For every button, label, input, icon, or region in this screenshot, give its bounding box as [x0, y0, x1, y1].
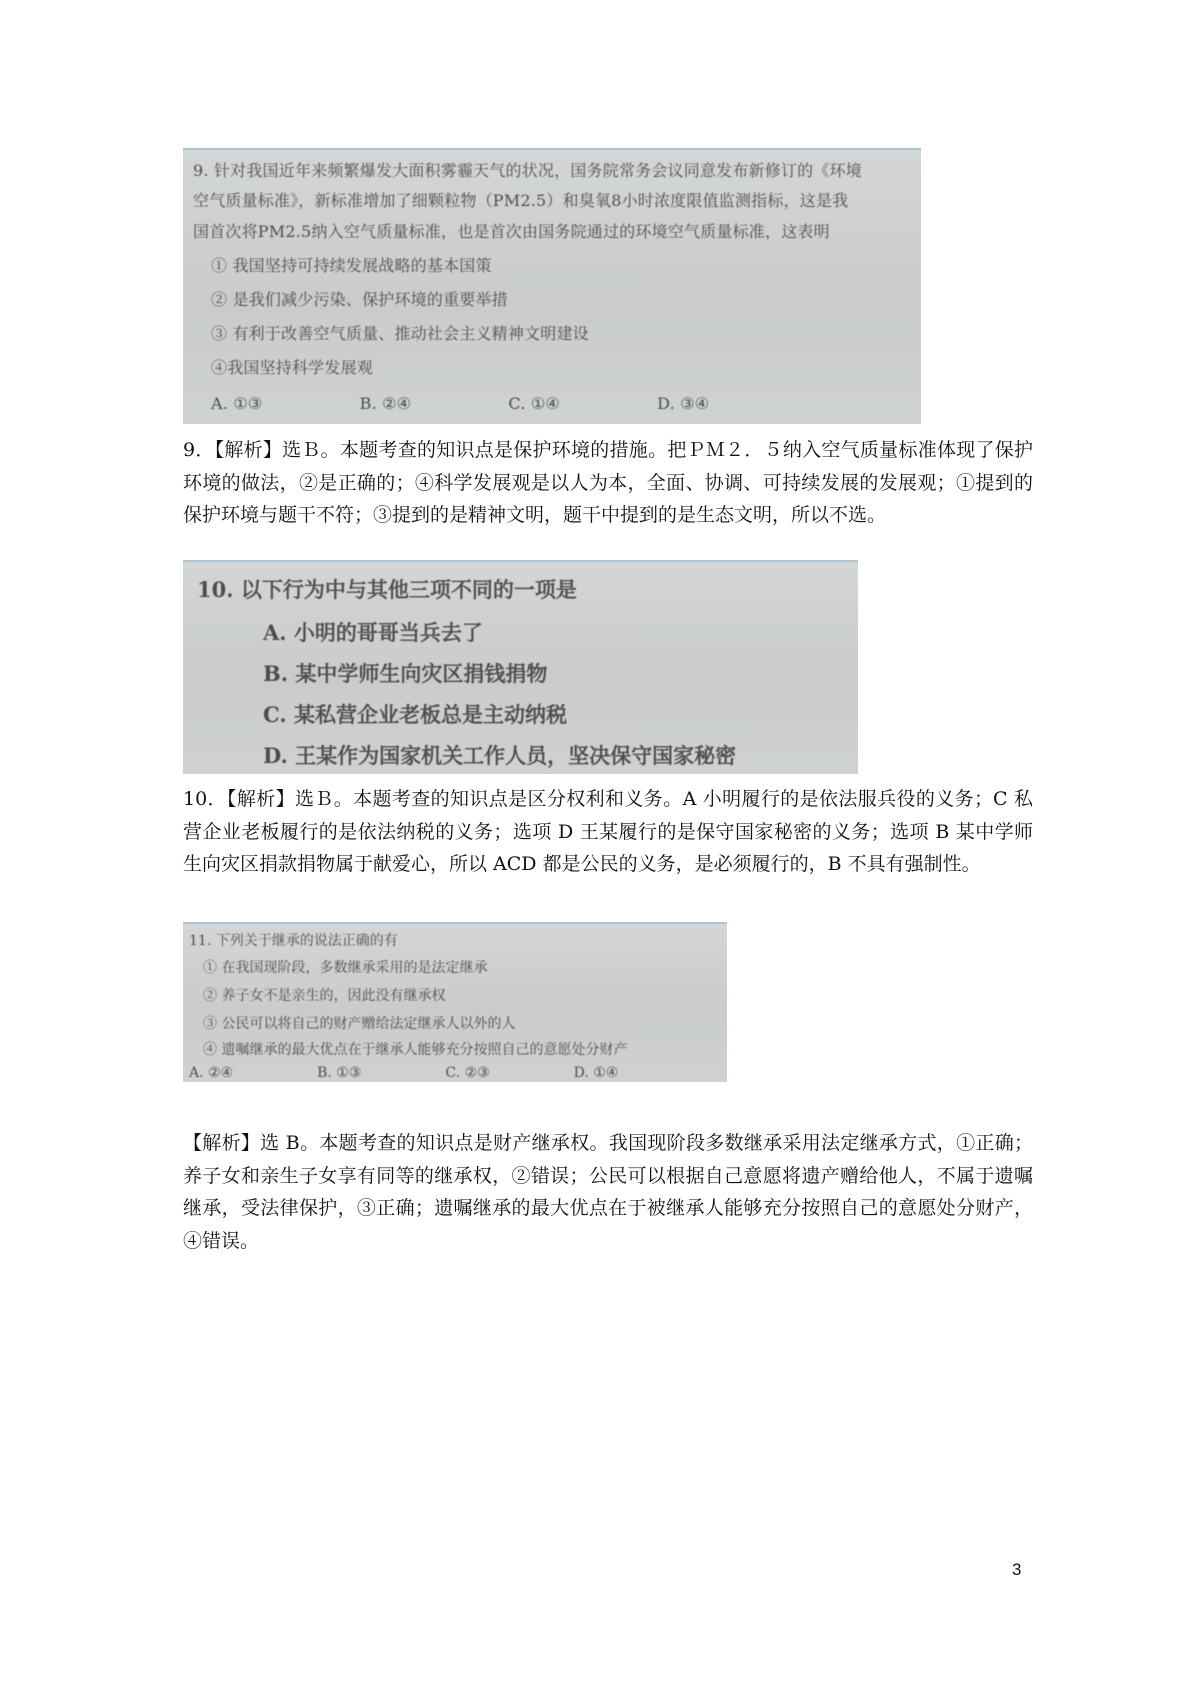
question-9-photo	[183, 148, 921, 424]
photo-line: A. 小明的哥哥当兵去了	[263, 620, 483, 645]
photo-line: ② 是我们减少污染、保护环境的重要举措	[211, 290, 508, 309]
photo-line: C. 某私营企业老板总是主动纳税	[263, 702, 567, 727]
photo-line: A. ①③ B. ②④ C. ①④ D. ③④	[211, 394, 710, 413]
page-number: 3	[1012, 1560, 1022, 1579]
photo-line: B. 某中学师生向灾区捐钱捐物	[263, 661, 548, 686]
photo-line: A. ②④ B. ①③ C. ②③ D. ①④	[189, 1065, 619, 1081]
question-11-photo	[183, 922, 727, 1082]
photo-line: ④我国坚持科学发展观	[211, 358, 374, 377]
photo-line: ① 在我国现阶段，多数继承采用的是法定继承	[203, 960, 488, 976]
answer-9: 9．【解析】选Ｂ。本题考查的知识点是保护环境的措施。把ＰＭ２．５纳入空气质量标准体现了保护环境的做法，②是正确的；④科学发展观是以人为本，全面、协调、可持续发展的发展观；①提到的保护环境与题干不符；③提到的是精神文明，题干中提到的是生态文明，所以不选。	[183, 439, 1033, 527]
answer-10: 10．【解析】选Ｂ。本题考查的知识点是区分权利和义务。A 小明履行的是依法服兵役的义务；C 私营企业老板履行的是依法纳税的义务；选项 D 王某履行的是保守国家秘密的义务；选项 B 某中学师生向灾区捐款捐物属于献爱心，所以 ACD 都是公民的义务，是必须履行的，B 不具有强制性。	[183, 788, 1033, 876]
photo-line: D. 王某作为国家机关工作人员，坚决保守国家秘密	[263, 743, 737, 768]
photo-line: 10. 以下行为中与其他三项不同的一项是	[197, 577, 577, 602]
photo-line: ④ 遗嘱继承的最大优点在于继承人能够充分按照自己的意愿处分财产	[203, 1042, 628, 1058]
photo-line: 空气质量标准》，新标准增加了细颗粒物（PM2.5）和臭氧8小时浓度限值监测指标，这是我	[193, 191, 849, 210]
photo-line: ② 养子女不是亲生的，因此没有继承权	[203, 988, 446, 1004]
photo-line: 9. 针对我国近年来频繁爆发大面积雾霾天气的状况，国务院常务会议同意发布新修订的《环境	[193, 161, 862, 180]
photo-line: 11. 下列关于继承的说法正确的有	[189, 933, 398, 949]
photo-line: 国首次将PM2.5纳入空气质量标准，也是首次由国务院通过的环境空气质量标准，这表明	[193, 222, 830, 241]
photo-line: ③ 公民可以将自己的财产赠给法定继承人以外的人	[203, 1016, 516, 1032]
question-10-photo	[183, 560, 858, 774]
photo-line: ③ 有利于改善空气质量、推动社会主义精神文明建设	[211, 324, 589, 343]
photo-line: ① 我国坚持可持续发展战略的基本国策	[211, 256, 492, 275]
answer-11: 【解析】选 B。本题考查的知识点是财产继承权。我国现阶段多数继承采用法定继承方式，①正确；养子女和亲生子女享有同等的继承权，②错误；公民可以根据自己意愿将遗产赠给他人，不属于遗嘱继承，受法律保护，③正确；遗嘱继承的最大优点在于被继承人能够充分按照自己的意愿处分财产，④错误。	[183, 1132, 1033, 1252]
